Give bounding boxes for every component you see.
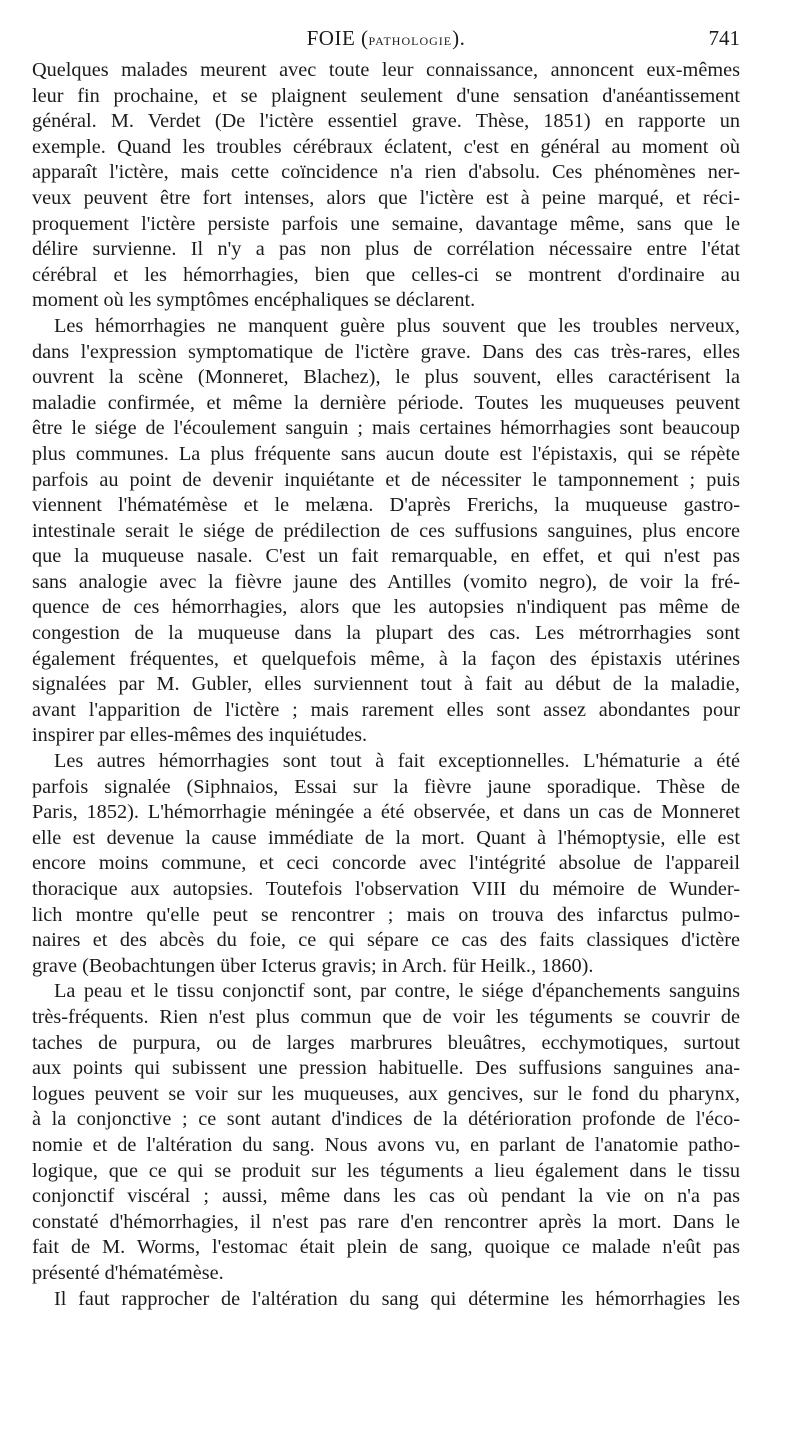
paragraph-5 [32,1287,740,1313]
text-line: grave (Beobachtungen über Icterus gravis; in Arch. für Heilk., 1860). [32,954,594,977]
text-line: fait de M. Worms, l'estomac était plein de sang, quoique ce malade n'eût pas [32,1236,740,1259]
text-line: parfois au point de devenir inquiétante et de nécessiter le tamponnement ; puis [32,468,740,491]
text-line: conjonctif viscéral ; aussi, même dans les cas où pendant la vie on n'a pas [32,1185,740,1208]
text-line: délire survienne. Il n'y a pas non plus de corrélation nécessaire entre l'état [32,238,740,261]
text-line: logique, que ce qui se produit sur les téguments a lieu également dans le tissu [32,1159,740,1182]
text-line: ouvrent la scène (Monneret, Blachez), le plus souvent, elles caractérisent la [32,366,740,389]
running-header [32,24,740,54]
text-line: taches de purpura, ou de larges marbrures bleuâtres, ecchymotiques, surtout [32,1031,740,1054]
text-line: elle est devenue la cause immédiate de la mort. Quant à l'hémoptysie, elle est [32,826,740,849]
text-line: parfois signalée (Siphnaios, Essai sur la fièvre jaune sporadique. Thèse de [32,775,740,798]
text-line: sans analogie avec la fièvre jaune des Antilles (vomito negro), de voir la fré- [32,570,740,593]
text-line: Quelques malades meurent avec toute leur connaissance, annoncent eux-mêmes [32,59,740,81]
text-line: lich montre qu'elle peut se rencontrer ; mais on trouva des infarctus pulmo- [32,903,740,926]
running-title [32,26,740,51]
text-line: être le siége de l'écoulement sanguin ; mais certaines hémorrhagies sont beaucoup [32,417,740,440]
text-line: leur fin prochaine, et se plaignent seulement d'une sensation d'anéantissement [32,84,740,107]
text-line: moment où les symptômes encéphaliques se déclarent. [32,289,476,312]
paragraph-1 [32,58,740,314]
text-line: constaté d'hémorrhagies, il n'est pas rare d'en rencontrer après la mort. Dans le [32,1210,740,1233]
title-end: ). [452,26,466,50]
text-line: congestion de la muqueuse dans la plupart des cas. Les métrorrhagies sont [32,622,740,645]
paragraph-4 [32,979,740,1286]
text-line: maladie confirmée, et même la dernière période. Toutes les muqueuses peuvent [32,391,740,414]
text-line: Il faut rapprocher de l'altération du sang qui détermine les hémorrhagies les [54,1287,740,1310]
text-line: général. M. Verdet (De l'ictère essentiel grave. Thèse, 1851) en rapporte un [32,110,740,133]
title-main: FOIE ( [306,26,369,50]
text-line: aux points qui subissent une pression habituelle. Des suffusions sanguines ana- [32,1057,740,1080]
text-line: naires et des abcès du foie, ce qui sépare ce cas des faits classiques d'ictère [32,929,740,952]
text-line: cérébral et les hémorrhagies, bien que celles-ci se montrent d'ordinaire au [32,263,740,286]
text-line: présenté d'hématémèse. [32,1261,224,1284]
text-line: encore moins commune, et ceci concorde avec l'intégrité absolue de l'appareil [32,852,740,875]
text-line: avant l'apparition de l'ictère ; mais rarement elles sont assez abondantes pour [32,698,740,721]
text-line: signalées par M. Gubler, elles surviennent tout à fait au début de la maladie, [32,673,740,696]
text-line: veux peuvent être fort intenses, alors que l'ictère est à peine marqué, et réci- [32,186,740,209]
page-number: 741 [708,26,740,50]
title-subject: pathologie [368,30,453,49]
text-line: intestinale serait le siége de prédilection de ces suffusions sanguines, plus encore [32,519,740,542]
text-line: à la conjonctive ; ce sont autant d'indices de la détérioration profonde de l'éco- [32,1108,740,1131]
text-line: dans l'expression symptomatique de l'ictère grave. Dans des cas très-rares, elles [32,340,740,363]
text-line: apparaît l'ictère, mais cette coïncidence n'a rien d'absolu. Ces phénomènes ner- [32,161,740,184]
text-line: également fréquentes, et quelquefois même, à la façon des épistaxis utérines [32,647,740,670]
text-line: viennent l'hématémèse et le melæna. D'après Frerichs, la muqueuse gastro- [32,494,740,517]
text-line: Les hémorrhagies ne manquent guère plus souvent que les troubles nerveux, [54,314,740,337]
text-line: nomie et de l'altération du sang. Nous avons vu, en parlant de l'anatomie patho- [32,1133,740,1156]
text-line: Les autres hémorrhagies sont tout à fait exceptionnelles. L'hématurie a été [54,750,740,773]
paragraph-2 [32,314,740,749]
body-text [32,58,740,1312]
text-line: exemple. Quand les troubles cérébraux éclatent, c'est en général au moment où [32,135,740,158]
text-line: Paris, 1852). L'hémorrhagie méningée a été observée, et dans un cas de Monneret [32,801,740,824]
text-line: La peau et le tissu conjonctif sont, par contre, le siége d'épanchements sanguins [54,980,740,1003]
text-line: très-fréquents. Rien n'est plus commun que de voir les téguments se couvrir de [32,1005,740,1028]
text-line: quence de ces hémorrhagies, alors que les autopsies n'indiquent pas même de [32,596,740,619]
text-line: plus communes. La plus fréquente sans aucun doute est l'épistaxis, qui se répète [32,442,740,465]
paragraph-3 [32,749,740,979]
text-line: logues peuvent se voir sur les muqueuses, aux gencives, sur le fond du pharynx, [32,1082,740,1105]
text-line: thoracique aux autopsies. Toutefois l'observation VIII du mémoire de Wunder- [32,878,740,900]
text-line: proquement l'ictère persiste parfois une semaine, davantage même, sans que le [32,212,740,235]
text-line: que la muqueuse nasale. C'est un fait remarquable, en effet, et qui n'est pas [32,545,740,568]
text-line: inspirer par elles-mêmes des inquiétudes. [32,724,368,747]
